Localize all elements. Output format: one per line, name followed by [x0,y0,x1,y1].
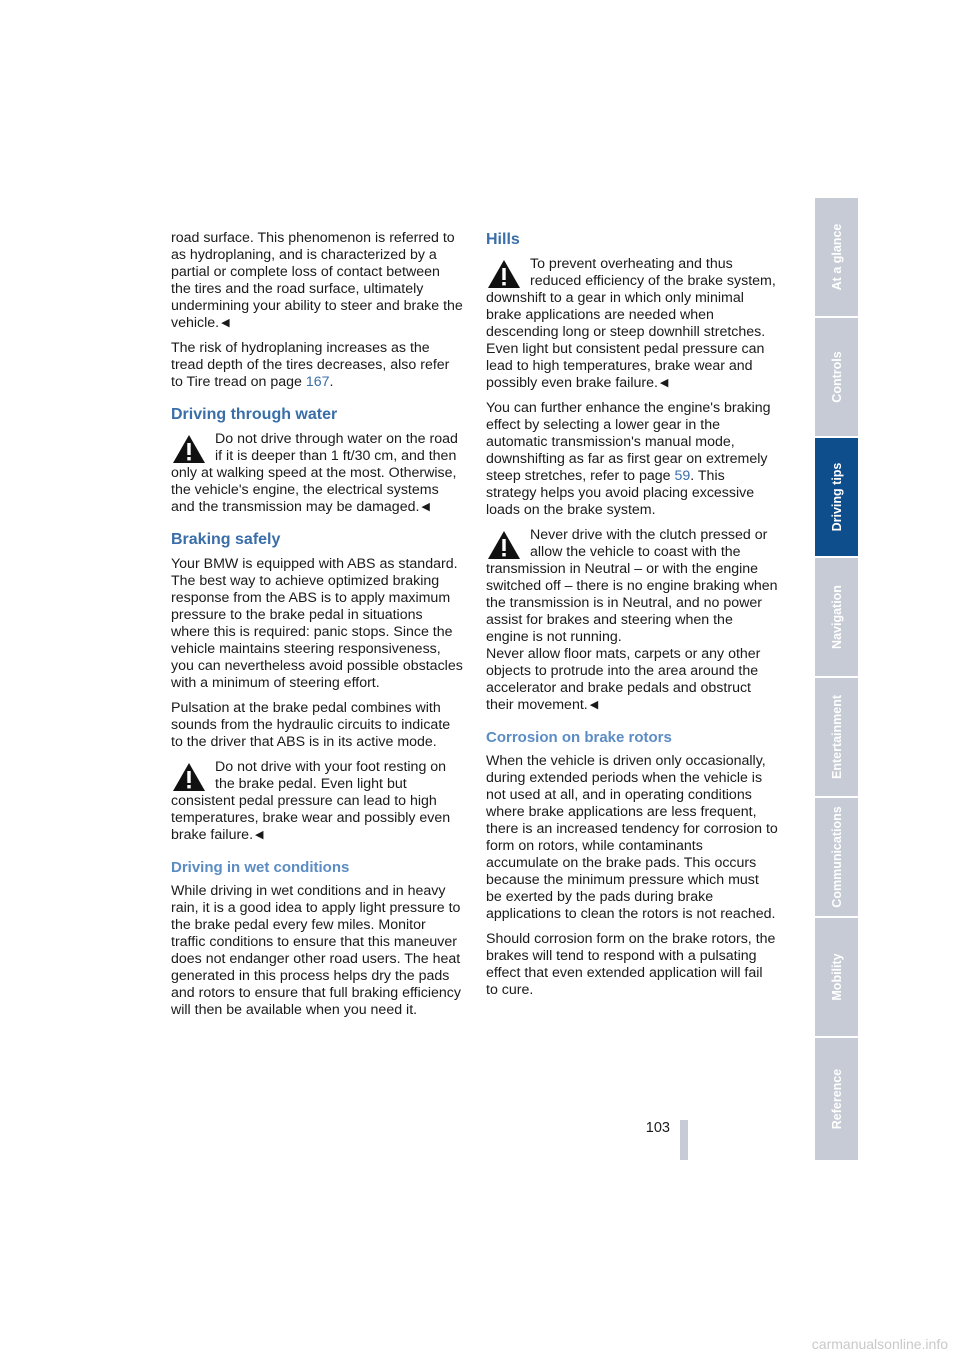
corrosion-paragraph-2: Should corrosion form on the brake rotors, the brakes will tend to respond with a pulsating effect that even extended application will fail to cure. [486,931,776,998]
tire-tread-paragraph: The risk of hydroplaning increases as the tread depth of the tires decreases, also refer to Tire tread on page 167. [171,340,450,390]
left-column [171,230,463,1027]
warning-triangle-icon [171,761,207,793]
tab-navigation[interactable]: Navigation [815,558,858,678]
page-number-bar [680,1120,688,1160]
abs-paragraph: Your BMW is equipped with ABS as standard. The best way to achieve optimized braking response from the ABS is to apply maximum pressure to the brake pedal in situations where this is required: panic stops. Since the vehicle maintains steering responsiveness, you can nevertheless avoid possible obstacles with a minimum of steering effort. [171,556,463,691]
corrosion-paragraph-1: When the vehicle is driven only occasionally, during extended periods when the vehicle is not used at all, and in operating conditions where brake applications are less frequent, there is an increased tendency for corrosion to form on rotors, while contaminants accumulate on the brake pads. This occurs because the minimum pressure which must be exerted by the pads during brake applications to clean the rotors is not reached. [486,753,778,922]
end-marker-icon: ◀ [589,699,599,711]
heading-braking-safely: Braking safely [171,531,281,548]
heading-wet-conditions: Driving in wet conditions [171,859,350,876]
warning-triangle-icon [171,433,207,465]
tab-driving-tips[interactable]: Driving tips [815,438,858,558]
end-marker-icon: ◀ [221,317,230,329]
wet-conditions-paragraph: While driving in wet conditions and in heavy rain, it is a good idea to apply light pressure to the brake pedal every few miles. Monitor traffic conditions to ensure that this maneuver does not endanger other road users. The heat generated in this process helps dry the pads and rotors to ensure that full braking efficiency will then be available when you need it. [171,883,461,1018]
end-marker-icon: ◀ [421,501,430,513]
warning-triangle-icon [486,258,522,290]
warning-note-clutch: Never drive with the clutch pressed or allow the vehicle to coast with the transmission in Neutral – or with the engine switched off – there is no engine braking when the transmission is in Neutral, and no power assist for brakes and steering when the engine is not running. Never allow floor mats, carpets or any other objects to protrude into the area around the accelerator and brake pedals and obstruct their movement. ◀ [486,527,778,713]
warning-note-brake-pedal: Do not drive with your foot resting on the brake pedal. Even light but consistent pedal pressure can lead to high temperatures, brake wear and possibly even brake failure. ◀ [171,759,451,843]
tab-at-a-glance[interactable]: At a glance [815,198,858,318]
hydroplaning-paragraph: road surface. This phenomenon is referred to as hydroplaning, and is characterized by a partial or complete loss of contact between the tires and the road surface, ultimately undermining your ability to steer and brake the vehicle. ◀ [171,230,463,331]
tab-entertainment[interactable]: Entertainment [815,678,858,798]
end-marker-icon: ◀ [255,829,264,841]
end-marker-icon: ◀ [659,377,669,389]
page-number: 103 [645,1120,670,1136]
watermark: carmanualsonline.info [811,1336,948,1352]
page-link-167[interactable]: 167 [305,374,330,390]
tab-mobility[interactable]: Mobility [815,918,858,1038]
pulsation-paragraph: Pulsation at the brake pedal combines with sounds from the hydraulic circuits to indicate to the driver that ABS is in its active mode. [171,700,451,750]
engine-braking-paragraph: You can further enhance the engine's braking effect by selecting a lower gear in the automatic transmission's manual mode, downshifting as far as first gear on extremely steep stretches, refer to page 59. This strategy helps you avoid placing excessive loads on the brake system. [486,400,771,518]
tab-communications[interactable]: Communications [815,798,858,918]
warning-note-hills: To prevent overheating and thus reduced efficiency of the brake system, downshift to a gear in which only minimal brake applications are needed when descending long or steep downhill stretches. Even light but consistent pedal pressure can lead to high temperatures, brake wear and possibly even brake failure. ◀ [486,256,776,391]
heading-driving-through-water: Driving through water [171,406,338,423]
heading-corrosion: Corrosion on brake rotors [486,729,672,746]
chapter-tabs [815,198,858,1160]
tab-reference[interactable]: Reference [829,1068,844,1130]
right-column [486,230,778,1007]
tab-controls[interactable]: Controls [815,318,858,438]
warning-triangle-icon [486,529,522,561]
warning-note-water: Do not drive through water on the road if it is deeper than 1 ft/30 cm, and then only at walking speed at the most. Otherwise, the vehicle's engine, the electrical systems and the transmission may be damaged. ◀ [171,431,458,515]
page-link-59[interactable]: 59 [674,468,691,484]
heading-hills: Hills [486,231,520,248]
